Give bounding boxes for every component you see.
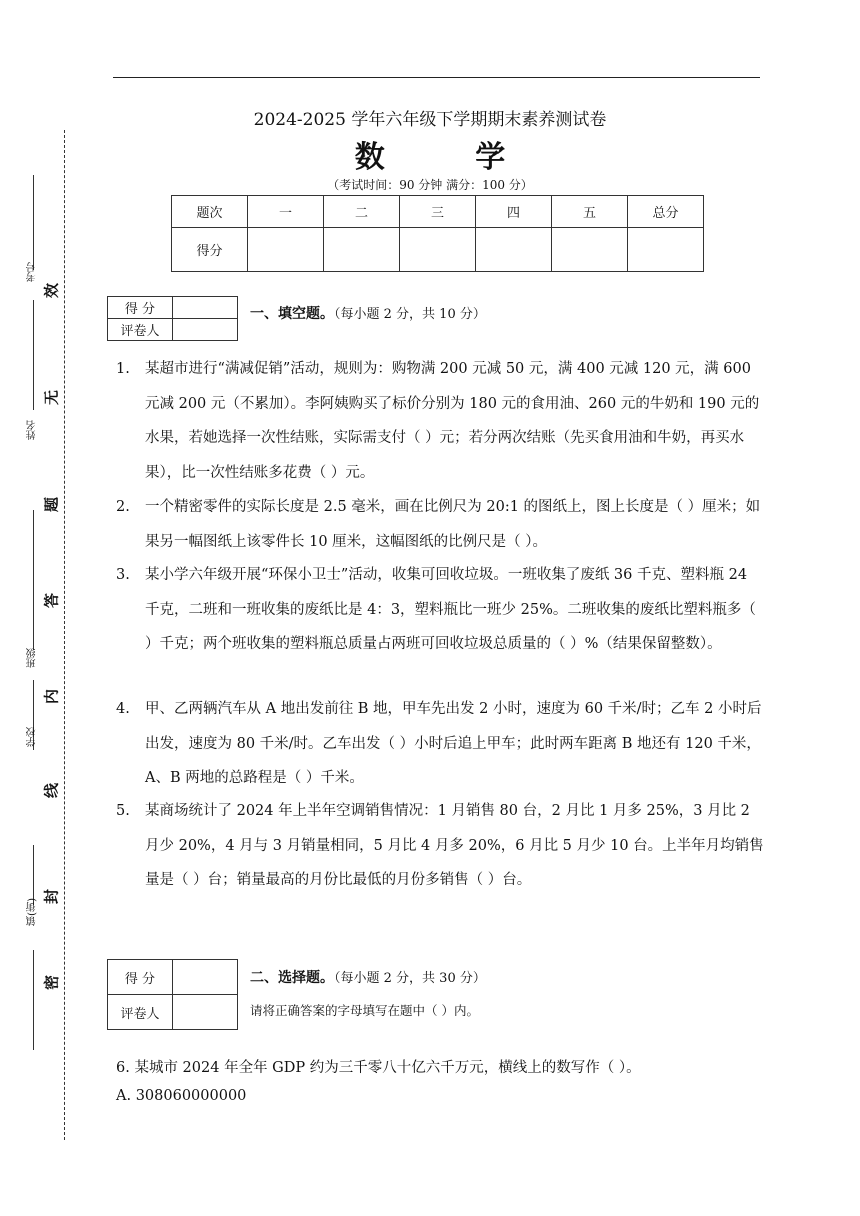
score-cell[interactable] [476, 228, 552, 272]
section2-note: （每小题 2 分，共 30 分） [334, 971, 486, 986]
question-number: 4. [116, 701, 130, 717]
seal-char: 答 [42, 593, 61, 609]
exam-number-label: 考号 [27, 262, 38, 282]
grader-name-label: 评卷人 [108, 319, 173, 341]
grader-name-cell[interactable] [173, 995, 238, 1030]
score-cell[interactable] [248, 228, 324, 272]
score-table-header: 三 [400, 196, 476, 228]
school-label: 学校 [27, 727, 38, 747]
score-table-header: 四 [476, 196, 552, 228]
question-number: 3. [116, 567, 130, 583]
section1-grader-box [107, 296, 238, 341]
subject-title: 数 学 [354, 140, 546, 175]
question-text: 某商场统计了 2024 年上半年空调销售情况：1 月销售 80 台，2 月比 1 月多 25%，3 月比 2 月少 20%，4 月与 3 月销量相同，5 月比 4 月多 20%，6 月比 5 月少 10 台。上半年月均销售量是（ ）台；销量最高的月份比最低的月份多销售（ ）台。 [145, 803, 764, 888]
section2-title: 二、选择题。 [250, 970, 334, 986]
section1-note: （每小题 2 分，共 10 分） [334, 307, 486, 322]
score-table-header: 一 [248, 196, 324, 228]
question-2 [116, 490, 766, 559]
town-line-lower [33, 950, 34, 1050]
seal-char: 效 [42, 283, 61, 299]
exam-title: 2024-2025 学年六年级下学期期末素养测试卷 [253, 110, 607, 130]
seal-char: 内 [42, 689, 61, 705]
question-3 [116, 558, 766, 662]
question-text: 某小学六年级开展“环保小卫士”活动，收集可回收垃圾。一班收集了废纸 36 千克、塑料瓶 24 千克，二班和一班收集的废纸比是 4：3，塑料瓶比一班少 25%。二班收集的废纸比塑料瓶多（ ）千克；两个班收集的塑料瓶总质量占两班可回收垃圾总质量的（ ）%（结果保留整数）。 [145, 567, 756, 652]
class-line [33, 510, 34, 650]
question-number: 5. [116, 803, 130, 819]
score-cell[interactable] [400, 228, 476, 272]
question-number: 1. [116, 361, 130, 377]
seal-char: 封 [42, 889, 61, 905]
section2-grader-box [107, 959, 238, 1030]
top-rule [113, 77, 760, 78]
score-cell[interactable] [628, 228, 704, 272]
section2-instruction: 请将正确答案的字母填写在题中（ ）内。 [250, 1003, 479, 1018]
seal-char: 无 [42, 390, 61, 406]
town-label: 镇(街) [27, 898, 38, 926]
score-table [171, 195, 704, 272]
section1-heading [250, 303, 486, 323]
section1-title: 一、填空题。 [250, 306, 334, 322]
score-table-header: 二 [324, 196, 400, 228]
name-line [33, 300, 34, 410]
score-table-header: 题次 [172, 196, 248, 228]
seal-char: 密 [42, 975, 61, 991]
question-4 [116, 692, 766, 796]
score-row-label: 得分 [172, 228, 248, 272]
question-5 [116, 794, 766, 898]
question-6-option-a: A. 308060000000 [116, 1088, 247, 1104]
grader-name-cell[interactable] [173, 319, 238, 341]
score-cell[interactable] [552, 228, 628, 272]
grader-score-label: 得 分 [108, 960, 173, 995]
question-text: 某超市进行“满减促销”活动，规则为：购物满 200 元减 50 元，满 400 元减 120 元，满 600 元减 200 元（不累加）。李阿姨购买了标价分别为 180 元的食用油、260 元的牛奶和 190 元的水果，若她选择一次性结账，实际需支付（ ）元；若分两次结账（先买食用油和牛奶，再买水果），比一次性结账多花费（ ）元。 [145, 361, 760, 481]
question-text: 一个精密零件的实际长度是 2.5 毫米，画在比例尺为 20:1 的图纸上，图上长度是（ ）厘米；如果另一幅图纸上该零件长 10 厘米，这幅图纸的比例尺是（ ）。 [145, 499, 761, 550]
question-text: 甲、乙两辆汽车从 A 地出发前往 B 地，甲车先出发 2 小时，速度为 60 千米/时；乙车 2 小时后出发，速度为 80 千米/时。乙车出发（ ）小时后追上甲车；此时两车距离 B 地还有 120 千米，A、B 两地的总路程是（ ）千米。 [145, 701, 762, 786]
grader-score-cell[interactable] [173, 297, 238, 319]
score-table-header: 五 [552, 196, 628, 228]
class-label: 班级 [27, 648, 38, 668]
seal-char: 题 [42, 497, 61, 513]
question-6: 6. 某城市 2024 年全年 GDP 约为三千零八十亿六千万元，横线上的数写作（ ）。 [116, 1060, 641, 1076]
section2-heading [250, 967, 486, 987]
grader-name-label: 评卷人 [108, 995, 173, 1030]
grader-score-cell[interactable] [173, 960, 238, 995]
seal-char: 线 [42, 783, 61, 799]
question-number: 2. [116, 499, 130, 515]
grader-score-label: 得 分 [108, 297, 173, 319]
score-table-score-row [172, 228, 704, 272]
score-table-header-row [172, 196, 704, 228]
name-label: 姓名 [27, 420, 38, 440]
score-table-header: 总分 [628, 196, 704, 228]
score-cell[interactable] [324, 228, 400, 272]
exam-info: （考试时间：90 分钟 满分：100 分） [327, 178, 533, 192]
town-line [33, 845, 34, 905]
question-1 [116, 352, 766, 490]
binding-cut-line [64, 130, 65, 1140]
